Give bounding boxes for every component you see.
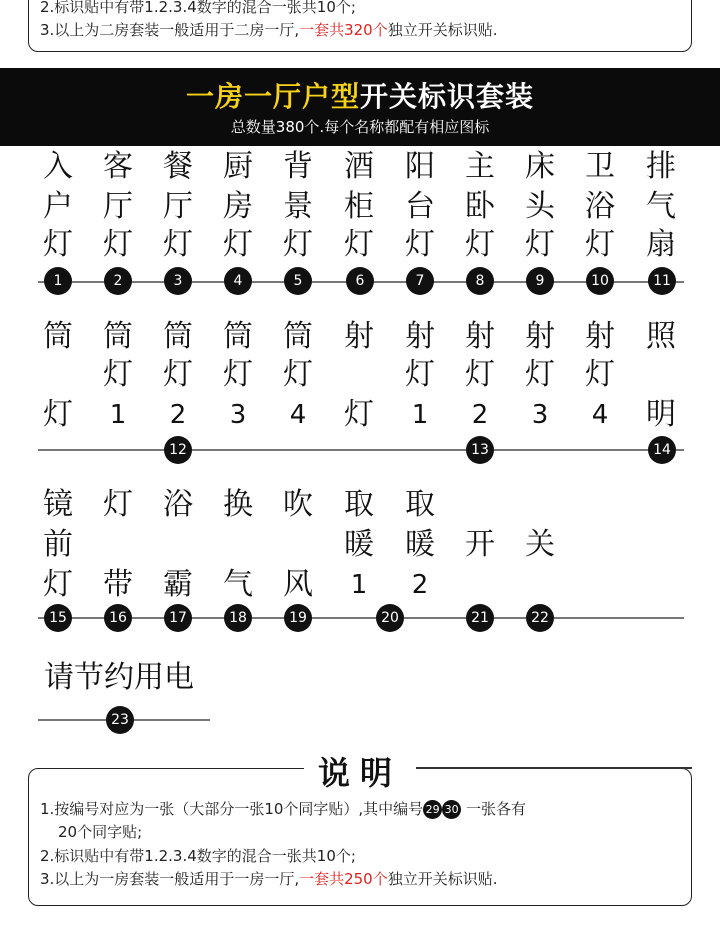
row2-col9-char3: 3	[531, 400, 549, 430]
badge-5: 5	[284, 267, 312, 295]
row2-col7-char1: 射	[405, 319, 435, 354]
row1-col1-char1: 入	[43, 149, 73, 184]
row2-col10-char2: 灯	[585, 357, 615, 392]
badge-14: 14	[648, 436, 676, 464]
row1-col1-char3: 灯	[43, 227, 73, 262]
top-note-line3: 3.以上为二房套装一般适用于二房一厅,一套共320个独立开关标识贴.	[40, 21, 498, 39]
row2-col10-char3: 4	[591, 400, 609, 430]
row2-col2-char3: 1	[109, 400, 127, 430]
badge-29: 29	[423, 800, 442, 819]
instruction-line1: 1.按编号对应为一张（大部分一张10个同字贴）,其中编号 29 30 一张各有	[40, 800, 526, 818]
row1-col6-char1: 酒	[344, 149, 374, 184]
banner-subtitle: 总数量380个.每个名称都配有相应图标	[230, 118, 490, 136]
row1-col3-char1: 餐	[163, 149, 193, 184]
badge-21: 21	[466, 604, 494, 632]
row1-col11-char3: 扇	[646, 227, 676, 262]
row2-col8-char2: 灯	[465, 357, 495, 392]
row1-col6-char3: 灯	[344, 227, 374, 262]
row2-col2-char2: 灯	[103, 357, 133, 392]
row2-col5-char2: 灯	[283, 357, 313, 392]
row2-col6-char1: 射	[344, 319, 374, 354]
row3-col3-char1: 浴	[163, 487, 193, 522]
badge-17: 17	[164, 604, 192, 632]
row1-col10-char3: 灯	[585, 227, 615, 262]
row1-col8-char2: 卧	[465, 189, 495, 224]
row1-col6-char2: 柜	[344, 189, 374, 224]
row3-col1-char3: 灯	[43, 567, 73, 602]
badge-4: 4	[224, 267, 252, 295]
badge-6: 6	[346, 267, 374, 295]
row1-col8-char3: 灯	[465, 227, 495, 262]
row3-col2-char3: 带	[103, 567, 133, 602]
badge-23: 23	[106, 706, 134, 734]
top-note-line2: 2.标识贴中有带1.2.3.4数字的混合一张共10个;	[40, 0, 356, 16]
row2-col7-char3: 1	[411, 400, 429, 430]
row1-col2-char3: 灯	[103, 227, 133, 262]
save-power-label: 请节约用电	[44, 660, 194, 695]
row2-col2-char1: 筒	[103, 319, 133, 354]
badge-19: 19	[284, 604, 312, 632]
row2-col4-char2: 灯	[223, 357, 253, 392]
badge-18: 18	[224, 604, 252, 632]
row1-col4-char3: 灯	[223, 227, 253, 262]
row3-col7-char3: 2	[411, 570, 429, 600]
badge-13: 13	[466, 436, 494, 464]
row3-col9-char2: 关	[525, 527, 555, 562]
row1-col7-char1: 阳	[405, 149, 435, 184]
row1-col5-char2: 景	[283, 189, 313, 224]
row3-col4-char3: 气	[223, 567, 253, 602]
row3-col7-char2: 暖	[405, 527, 435, 562]
instruction-line1-cont: 20个同字贴;	[58, 823, 143, 841]
row2-col1-char1: 筒	[43, 319, 73, 354]
row2-col4-char3: 3	[229, 400, 247, 430]
row2-col5-char3: 4	[289, 400, 307, 430]
row1-col4-char2: 房	[223, 189, 253, 224]
row2-col10-char1: 射	[585, 319, 615, 354]
badge-8: 8	[466, 267, 494, 295]
badge-3: 3	[164, 267, 192, 295]
row1-col4-char1: 厨	[223, 149, 253, 184]
row2-rule	[38, 449, 684, 451]
row3-rule	[38, 617, 684, 619]
row2-col3-char2: 灯	[163, 357, 193, 392]
row2-col9-char1: 射	[525, 319, 555, 354]
row3-col3-char3: 霸	[163, 567, 193, 602]
row3-col8-char2: 开	[465, 527, 495, 562]
row3-col5-char1: 吹	[283, 487, 313, 522]
badge-10: 10	[586, 267, 614, 295]
badge-16: 16	[104, 604, 132, 632]
row3-col2-char1: 灯	[103, 487, 133, 522]
row3-col5-char3: 风	[283, 567, 313, 602]
banner-title: 一房一厅户型开关标识套装	[185, 80, 535, 113]
row3-col6-char1: 取	[344, 487, 374, 522]
row1-col7-char2: 台	[405, 189, 435, 224]
row1-col11-char1: 排	[646, 149, 676, 184]
badge-12: 12	[164, 436, 192, 464]
row2-col4-char1: 筒	[223, 319, 253, 354]
row3-col1-char1: 镜	[43, 487, 73, 522]
badge-1: 1	[44, 267, 72, 295]
row1-col2-char2: 厅	[103, 189, 133, 224]
row2-col11-char3: 明	[646, 397, 676, 432]
row2-col9-char2: 灯	[525, 357, 555, 392]
row1-col3-char3: 灯	[163, 227, 193, 262]
row1-col9-char1: 床	[525, 149, 555, 184]
row2-col8-char1: 射	[465, 319, 495, 354]
instruction-line3: 3.以上为一房套装一般适用于一房一厅,一套共250个独立开关标识贴.	[40, 870, 498, 888]
row1-col9-char3: 灯	[525, 227, 555, 262]
row3-col4-char1: 换	[223, 487, 253, 522]
row1-col3-char2: 厅	[163, 189, 193, 224]
row1-col5-char3: 灯	[283, 227, 313, 262]
row1-col11-char2: 气	[646, 189, 676, 224]
badge-9: 9	[526, 267, 554, 295]
row1-col5-char1: 背	[283, 149, 313, 184]
badge-22: 22	[526, 604, 554, 632]
badge-2: 2	[104, 267, 132, 295]
row3-col6-char2: 暖	[344, 527, 374, 562]
row1-col2-char1: 客	[103, 149, 133, 184]
badge-20: 20	[376, 604, 404, 632]
row1-col7-char3: 灯	[405, 227, 435, 262]
row2-col3-char3: 2	[169, 400, 187, 430]
badge-7: 7	[406, 267, 434, 295]
row2-col6-char3: 灯	[344, 397, 374, 432]
row3-col1-char2: 前	[43, 527, 73, 562]
row2-col7-char2: 灯	[405, 357, 435, 392]
row1-col1-char2: 户	[43, 189, 73, 224]
instructions-title: 说明	[317, 754, 402, 792]
row1-col8-char1: 主	[465, 149, 495, 184]
row1-col9-char2: 头	[525, 189, 555, 224]
badge-30: 30	[442, 800, 461, 819]
row2-col3-char1: 筒	[163, 319, 193, 354]
row2-col8-char3: 2	[471, 400, 489, 430]
instruction-line2: 2.标识贴中有带1.2.3.4数字的混合一张共10个;	[40, 847, 356, 865]
row1-col10-char2: 浴	[585, 189, 615, 224]
badge-11: 11	[648, 267, 676, 295]
row3-col7-char1: 取	[405, 487, 435, 522]
row3-col6-char3: 1	[350, 570, 368, 600]
row2-col11-char1: 照	[646, 319, 676, 354]
row2-col1-char3: 灯	[43, 397, 73, 432]
badge-15: 15	[44, 604, 72, 632]
row2-col5-char1: 筒	[283, 319, 313, 354]
row1-col10-char1: 卫	[585, 149, 615, 184]
